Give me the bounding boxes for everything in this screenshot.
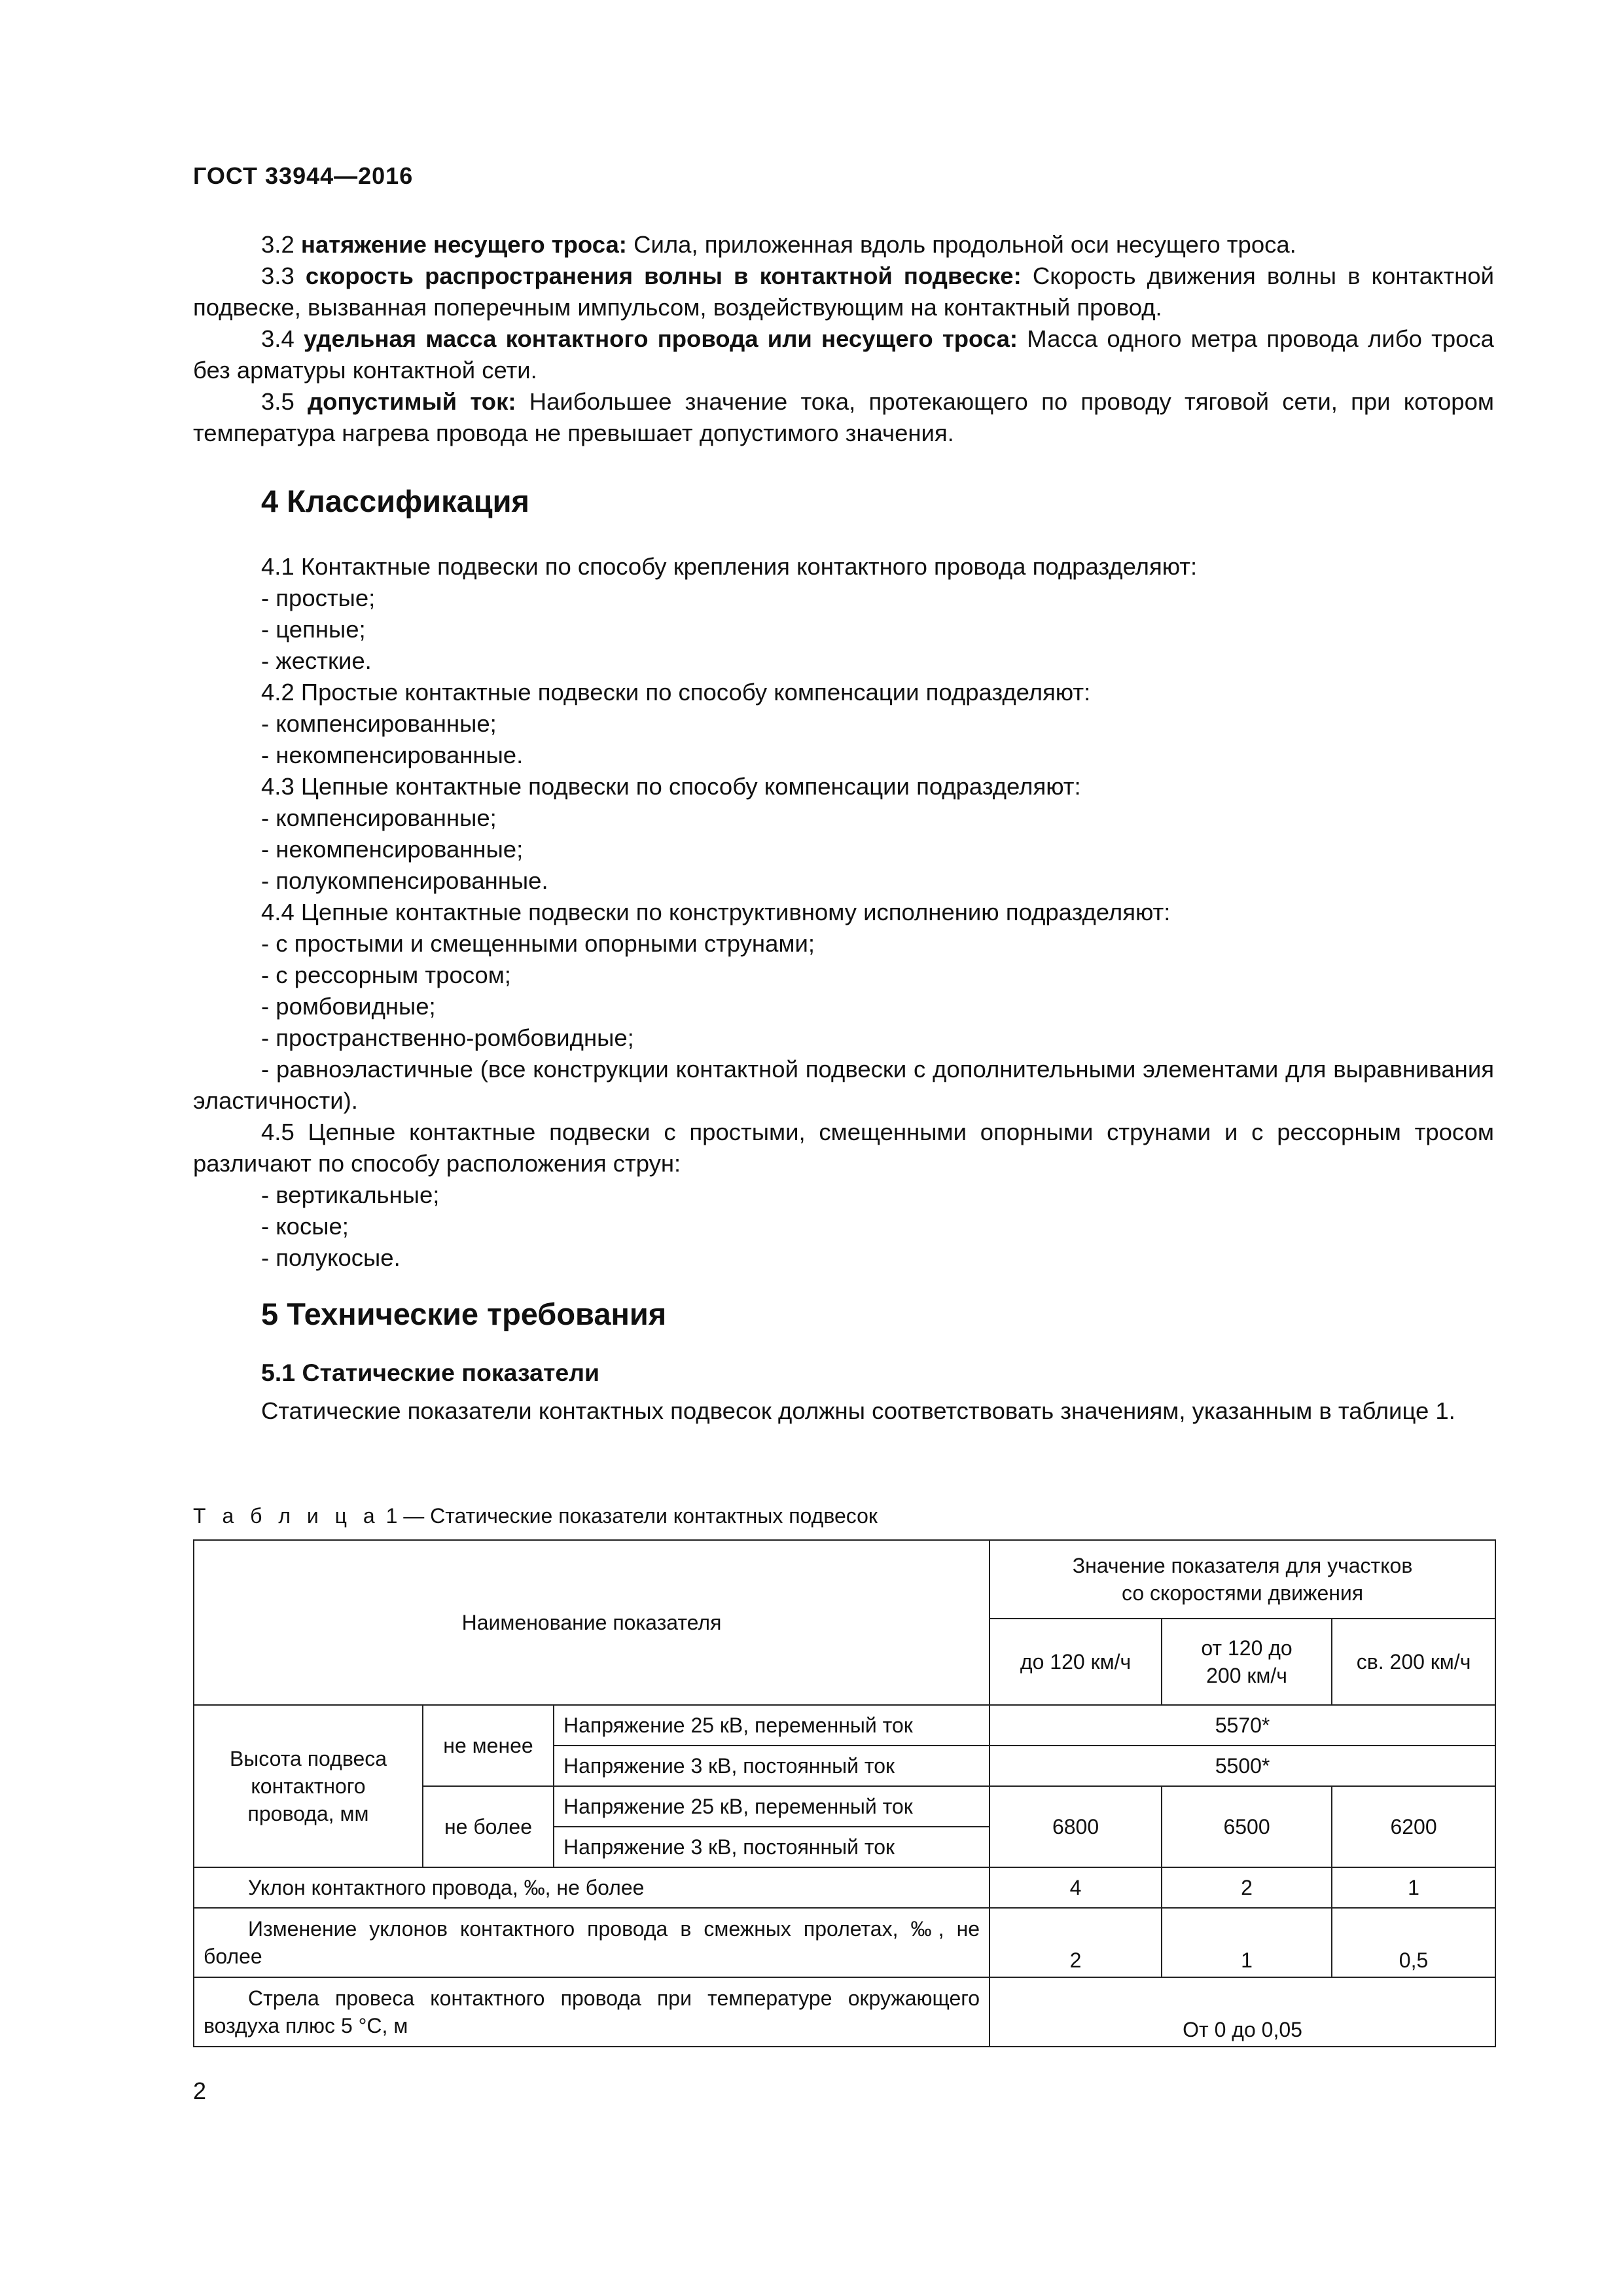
term-3-4 xyxy=(193,323,1494,386)
table-caption-text: 1 — Статические показатели контактных подвесок xyxy=(380,1504,878,1528)
height-label: Высота подвеса контактного провода, мм xyxy=(194,1705,423,1867)
table-static-indicators xyxy=(193,1539,1496,2047)
section-4-body xyxy=(193,551,1494,1274)
term-definition: Масса одного метра провода либо троса без арматуры контактной сети. xyxy=(193,325,1494,384)
min-height-25kv: 5570* xyxy=(990,1705,1495,1746)
voltage-25kv-label: Напряжение 25 кВ, переменный ток xyxy=(554,1705,990,1746)
not-less-label: не менее xyxy=(423,1705,554,1786)
list-item: - с простыми и смещенными опорными струнами; xyxy=(261,930,815,957)
term-3-5 xyxy=(193,386,1494,449)
slope-speed-1: 4 xyxy=(990,1867,1162,1908)
list-item: - компенсированные; xyxy=(261,710,497,737)
table-row xyxy=(194,1867,1495,1908)
table-row xyxy=(194,1705,1495,1746)
section-5-heading: 5 Технические требования xyxy=(261,1297,667,1331)
term-3-3 xyxy=(193,260,1494,323)
clause-4-4: 4.4 Цепные контактные подвески по конструктивному исполнению подразделяют: xyxy=(261,899,1171,925)
term-number: 3.3 xyxy=(261,262,294,289)
table-row xyxy=(194,1908,1495,1977)
header-speed-2: от 120 до 200 км/ч xyxy=(1162,1619,1332,1705)
term-name: допустимый ток: xyxy=(308,388,516,415)
sag-label: Стрела провеса контактного провода при температуре окружающего воздуха плюс 5 °С, м xyxy=(194,1977,990,2047)
list-item: - косые; xyxy=(261,1213,349,1240)
clause-4-3: 4.3 Цепные контактные подвески по способу компенсации подразделяют: xyxy=(261,773,1081,800)
clause-4-1: 4.1 Контактные подвески по способу крепления контактного провода подразделяют: xyxy=(261,553,1198,580)
clause-4-5: 4.5 Цепные контактные подвески с простыми, смещенными опорными струнами и с рессорным тросом различают по способу расположения струн: xyxy=(193,1119,1494,1177)
section-4-heading: 4 Классификация xyxy=(261,484,529,518)
list-item: - компенсированные; xyxy=(261,804,497,831)
min-height-3kv: 5500* xyxy=(990,1746,1495,1786)
list-item: - простые; xyxy=(261,584,376,611)
list-item: - полукомпенсированные. xyxy=(261,867,548,894)
clause-4-2: 4.2 Простые контактные подвески по способу компенсации подразделяют: xyxy=(261,679,1091,706)
page-number: 2 xyxy=(193,2077,207,2104)
term-name: скорость распространения волны в контактной подвеске: xyxy=(305,262,1022,289)
list-item: - ромбовидные; xyxy=(261,993,436,1020)
term-name: натяжение несущего троса: xyxy=(300,231,627,258)
section-3-definitions xyxy=(193,229,1494,449)
header-indicator-name: Наименование показателя xyxy=(194,1540,990,1705)
term-definition: Скорость движения волны в контактной подвеске, вызванная поперечным импульсом, воздействующим на контактный провод. xyxy=(193,262,1494,321)
slope-change-speed-3: 0,5 xyxy=(1332,1908,1495,1977)
max-height-speed-1: 6800 xyxy=(990,1786,1162,1867)
term-number: 3.4 xyxy=(261,325,294,352)
voltage-3kv-label: Напряжение 3 кВ, постоянный ток xyxy=(554,1827,990,1867)
list-item: - цепные; xyxy=(261,616,366,643)
list-item: - полукосые. xyxy=(261,1244,401,1271)
table-caption-label: Т а б л и ц а xyxy=(193,1504,380,1528)
voltage-3kv-label: Напряжение 3 кВ, постоянный ток xyxy=(554,1746,990,1786)
slope-change-speed-2: 1 xyxy=(1162,1908,1332,1977)
list-item: - вертикальные; xyxy=(261,1181,440,1208)
slope-change-label: Изменение уклонов контактного провода в смежных пролетах, ‰, не более xyxy=(194,1908,990,1977)
slope-speed-3: 1 xyxy=(1332,1867,1495,1908)
term-definition: Наибольшее значение тока, протекающего по проводу тяговой сети, при котором температура нагрева провода не превышает допустимого значения. xyxy=(193,388,1494,446)
list-item: - некомпенсированные. xyxy=(261,742,524,768)
slope-label: Уклон контактного провода, ‰, не более xyxy=(194,1867,990,1908)
header-speed-1: до 120 км/ч xyxy=(990,1619,1162,1705)
voltage-25kv-label: Напряжение 25 кВ, переменный ток xyxy=(554,1786,990,1827)
document-header: ГОСТ 33944—2016 xyxy=(193,162,414,189)
term-number: 3.2 xyxy=(261,231,294,258)
term-name: удельная масса контактного провода или несущего троса: xyxy=(303,325,1018,352)
slope-speed-2: 2 xyxy=(1162,1867,1332,1908)
list-item: - некомпенсированные; xyxy=(261,836,524,863)
slope-change-speed-1: 2 xyxy=(990,1908,1162,1977)
list-item: - пространственно-ромбовидные; xyxy=(261,1024,634,1051)
header-speed-3: св. 200 км/ч xyxy=(1332,1619,1495,1705)
table-header-row xyxy=(194,1540,1495,1619)
paragraph: Статические показатели контактных подвесок должны соответствовать значениям, указанным в таблице 1. xyxy=(261,1397,1455,1424)
list-item: - с рессорным тросом; xyxy=(261,961,511,988)
term-definition: Сила, приложенная вдоль продольной оси несущего троса. xyxy=(626,231,1296,258)
sag-value: От 0 до 0,05 xyxy=(990,1977,1495,2047)
table-row xyxy=(194,1977,1495,2047)
section-5-1-body xyxy=(193,1395,1494,1427)
term-3-2 xyxy=(193,229,1494,260)
list-item: - равноэластичные (все конструкции контактной подвески с дополнительными элементами для выравнивания эластичности). xyxy=(193,1056,1494,1114)
header-values: Значение показателя для участков со скоростями движения xyxy=(990,1540,1495,1619)
max-height-speed-2: 6500 xyxy=(1162,1786,1332,1867)
table-caption xyxy=(193,1504,878,1528)
max-height-speed-3: 6200 xyxy=(1332,1786,1495,1867)
not-more-label: не более xyxy=(423,1786,554,1867)
subsection-5-1-heading: 5.1 Статические показатели xyxy=(261,1359,600,1386)
term-number: 3.5 xyxy=(261,388,294,415)
list-item: - жесткие. xyxy=(261,647,372,674)
